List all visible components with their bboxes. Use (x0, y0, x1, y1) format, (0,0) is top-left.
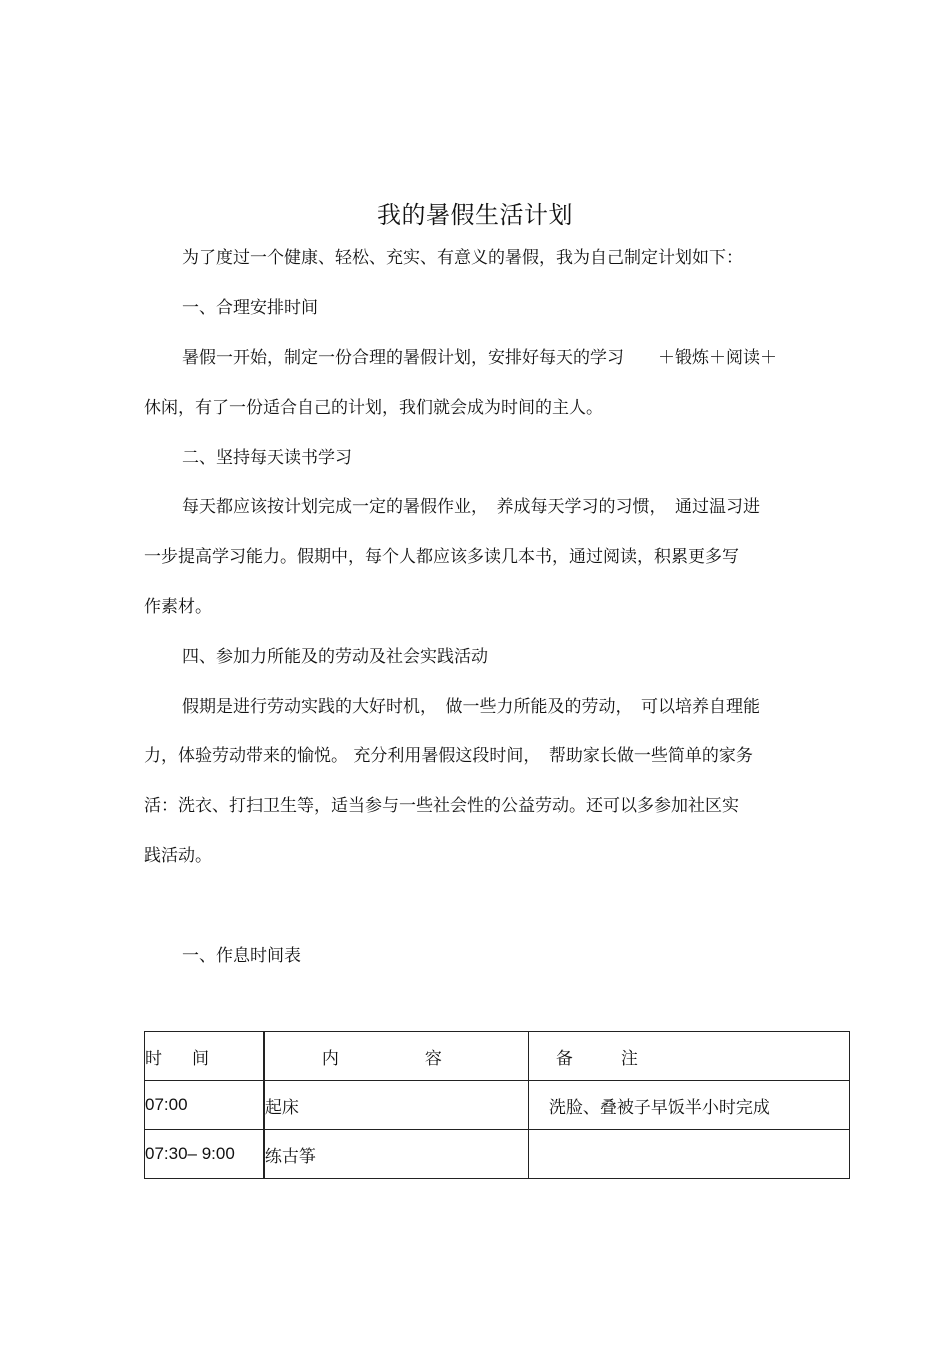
header-time: 时间 (145, 1048, 239, 1069)
table-row (145, 1130, 850, 1179)
section-heading-time: 一、合理安排时间 (182, 298, 318, 318)
schedule-header-cell (528, 1032, 849, 1081)
schedule-header-cell (145, 1032, 264, 1081)
row-note-text: 洗脸、叠被子早饭半小时完成 (548, 1097, 770, 1118)
schedule-header-cell (264, 1032, 529, 1081)
header-note: 备注 (555, 1048, 686, 1069)
schedule-table (144, 1031, 850, 1179)
section-labor-line-1: 假期是进行劳动实践的大好时机， 做一些力所能及的劳动， 可以培养自理能 (182, 697, 760, 717)
row-time-cell: 07:00 (145, 1081, 264, 1130)
row-content-cell: 起床 (264, 1081, 529, 1130)
header-content: 内容 (321, 1048, 528, 1069)
row-note-cell (528, 1081, 849, 1130)
section-time-line-1: 暑假一开始，制定一份合理的暑假计划，安排好每天的学习 ＋锻炼＋阅读＋ (182, 348, 777, 368)
schedule-header-row (145, 1032, 850, 1081)
section-study-line-2: 一步提高学习能力。假期中，每个人都应该多读几本书，通过阅读，积累更多写 (144, 547, 739, 567)
row-note-cell (528, 1130, 849, 1179)
section-time-line-2: 休闲，有了一份适合自己的计划，我们就会成为时间的主人。 (144, 398, 603, 418)
section-study-line-3: 作素材。 (144, 597, 212, 617)
document-title: 我的暑假生活计划 (377, 201, 573, 229)
section-labor-line-4: 践活动。 (144, 846, 212, 866)
row-content-cell: 练古筝 (264, 1130, 529, 1179)
section-labor-line-3: 活：洗衣、打扫卫生等，适当参与一些社会性的公益劳动。还可以多参加社区实 (144, 796, 739, 816)
row-note-text (529, 1144, 549, 1164)
section-heading-study: 二、坚持每天读书学习 (182, 448, 352, 468)
section-labor-line-2: 力，体验劳动带来的愉悦。 充分利用暑假这段时间， 帮助家长做一些简单的家务 (144, 746, 753, 766)
row-time-cell: 07:30– 9:00 (145, 1130, 264, 1179)
intro-paragraph: 为了度过一个健康、轻松、充实、有意义的暑假，我为自己制定计划如下： (182, 248, 743, 268)
section-heading-labor: 四、参加力所能及的劳动及社会实践活动 (182, 647, 488, 667)
section-study-line-1: 每天都应该按计划完成一定的暑假作业， 养成每天学习的习惯， 通过温习进 (182, 497, 760, 517)
schedule-heading: 一、作息时间表 (182, 946, 301, 966)
table-row (145, 1081, 850, 1130)
